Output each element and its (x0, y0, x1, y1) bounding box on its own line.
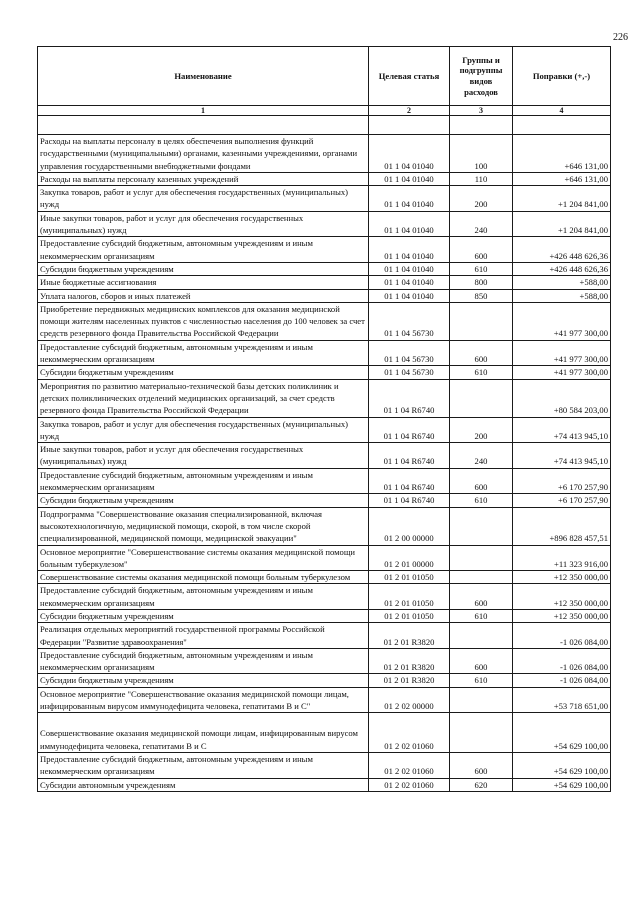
row-expense-group (450, 623, 513, 649)
table-row (38, 752, 611, 778)
row-amount: -1 026 084,00 (513, 674, 611, 687)
row-name: Реализация отдельных мероприятий государственной программы Российской Федерации "Развитие здравоохранения" (38, 623, 369, 649)
table-row (38, 366, 611, 379)
table-row (38, 237, 611, 263)
column-number: 2 (369, 106, 450, 116)
row-expense-group (450, 545, 513, 571)
row-target-code: 01 1 04 56730 (369, 340, 450, 366)
row-expense-group: 610 (450, 674, 513, 687)
row-target-code: 01 2 01 01050 (369, 609, 450, 622)
column-number: 1 (38, 106, 369, 116)
table-row (38, 135, 611, 173)
row-amount: +646 131,00 (513, 172, 611, 185)
row-amount: +1 204 841,00 (513, 211, 611, 237)
row-expense-group (450, 713, 513, 753)
row-target-code: 01 2 02 01060 (369, 778, 450, 791)
table-row (38, 172, 611, 185)
row-amount: +426 448 626,36 (513, 262, 611, 275)
row-amount: +588,00 (513, 289, 611, 302)
row-name: Иные закупки товаров, работ и услуг для обеспечения государственных (муниципальных) нужд (38, 211, 369, 237)
row-expense-group: 620 (450, 778, 513, 791)
row-target-code: 01 1 04 01040 (369, 237, 450, 263)
row-expense-group: 100 (450, 135, 513, 173)
row-name: Подпрограмма "Совершенствование оказания специализированной, включая высокотехнологичную, медицинской помощи, скорой, в том числе скорой специализированной, медицинской помощи, медицинской эвакуации" (38, 507, 369, 545)
row-name: Субсидии автономным учреждениям (38, 778, 369, 791)
row-target-code: 01 1 04 01040 (369, 262, 450, 275)
row-target-code: 01 1 04 01040 (369, 172, 450, 185)
row-amount: +74 413 945,10 (513, 443, 611, 469)
row-target-code: 01 2 01 01050 (369, 584, 450, 610)
row-target-code: 01 2 01 01050 (369, 571, 450, 584)
row-target-code: 01 2 01 R3820 (369, 674, 450, 687)
row-name: Закупка товаров, работ и услуг для обеспечения государственных (муниципальных) нужд (38, 186, 369, 212)
table-row (38, 468, 611, 494)
row-target-code: 01 1 04 01040 (369, 289, 450, 302)
row-name: Расходы на выплаты персоналу казенных учреждений (38, 172, 369, 185)
table-row (38, 648, 611, 674)
row-expense-group: 610 (450, 609, 513, 622)
row-name: Уплата налогов, сборов и иных платежей (38, 289, 369, 302)
header-expense-groups: Группы и подгруппы видов расходов (450, 47, 513, 106)
row-expense-group (450, 687, 513, 713)
row-name: Приобретение передвижных медицинских комплексов для оказания медицинской помощи жителям населенных пунктов с численностью населения до 100 человек за счет средств резервного фонда Правительства Российской Федерации (38, 302, 369, 340)
row-name: Основное мероприятие "Совершенствование системы оказания медицинской помощи больным туберкулезом" (38, 545, 369, 571)
row-target-code: 01 2 01 R3820 (369, 623, 450, 649)
budget-amendments-table (37, 46, 611, 792)
row-name: Иные закупки товаров, работ и услуг для обеспечения государственных (муниципальных) нужд (38, 443, 369, 469)
table-row (38, 302, 611, 340)
table-row (38, 584, 611, 610)
table-row (38, 778, 611, 791)
column-number-row (38, 106, 611, 116)
row-name: Предоставление субсидий бюджетным, автономным учреждениям и иным некоммерческим организациям (38, 648, 369, 674)
row-amount: +12 350 000,00 (513, 584, 611, 610)
row-expense-group (450, 302, 513, 340)
column-number: 3 (450, 106, 513, 116)
row-amount: +6 170 257,90 (513, 494, 611, 507)
column-number: 4 (513, 106, 611, 116)
row-name: Основное мероприятие "Совершенствование оказания медицинской помощи лицам, инфицированным вирусом иммунодефицита человека, гепатитами В и С" (38, 687, 369, 713)
table-row (38, 674, 611, 687)
row-expense-group: 200 (450, 186, 513, 212)
row-target-code: 01 1 04 56730 (369, 302, 450, 340)
row-name: Предоставление субсидий бюджетным, автономным учреждениям и иным некоммерческим организациям (38, 237, 369, 263)
row-name: Предоставление субсидий бюджетным, автономным учреждениям и иным некоммерческим организациям (38, 340, 369, 366)
table-row (38, 379, 611, 417)
page-number: 226 (613, 32, 628, 43)
row-name: Закупка товаров, работ и услуг для обеспечения государственных (муниципальных) нужд (38, 417, 369, 443)
table-row (38, 494, 611, 507)
table-row (38, 340, 611, 366)
row-target-code: 01 1 04 R6740 (369, 443, 450, 469)
row-target-code: 01 1 04 56730 (369, 366, 450, 379)
row-amount: +41 977 300,00 (513, 302, 611, 340)
row-name: Субсидии бюджетным учреждениям (38, 674, 369, 687)
row-target-code: 01 1 04 01040 (369, 186, 450, 212)
row-name: Мероприятия по развитию материально-технической базы детских поликлиник и детских поликлинических отделений медицинских организаций, за счет средств резервного фонда Правительства Российской Федерации (38, 379, 369, 417)
table-row (38, 443, 611, 469)
row-expense-group: 800 (450, 276, 513, 289)
row-amount: +896 828 457,51 (513, 507, 611, 545)
row-name: Субсидии бюджетным учреждениям (38, 609, 369, 622)
row-expense-group: 600 (450, 584, 513, 610)
row-expense-group: 600 (450, 340, 513, 366)
row-expense-group: 200 (450, 417, 513, 443)
row-name: Субсидии бюджетным учреждениям (38, 494, 369, 507)
table-row (38, 186, 611, 212)
row-expense-group: 850 (450, 289, 513, 302)
row-target-code: 01 2 01 00000 (369, 545, 450, 571)
row-amount: +74 413 945,10 (513, 417, 611, 443)
table-row (38, 289, 611, 302)
row-target-code: 01 2 00 00000 (369, 507, 450, 545)
row-target-code: 01 1 04 R6740 (369, 494, 450, 507)
table-body (38, 116, 611, 792)
row-amount: +41 977 300,00 (513, 366, 611, 379)
row-target-code: 01 1 04 R6740 (369, 417, 450, 443)
table-row (38, 507, 611, 545)
row-name: Субсидии бюджетным учреждениям (38, 366, 369, 379)
row-name: Совершенствование оказания медицинской помощи лицам, инфицированным вирусом иммунодефицита человека, гепатитами В и С (38, 713, 369, 753)
row-amount: +588,00 (513, 276, 611, 289)
row-amount: +6 170 257,90 (513, 468, 611, 494)
row-target-code: 01 1 04 R6740 (369, 379, 450, 417)
row-target-code: 01 1 04 R6740 (369, 468, 450, 494)
row-name: Совершенствование системы оказания медицинской помощи больным туберкулезом (38, 571, 369, 584)
row-amount: +11 323 916,00 (513, 545, 611, 571)
row-target-code: 01 1 04 01040 (369, 276, 450, 289)
row-target-code: 01 2 02 01060 (369, 713, 450, 753)
row-name: Расходы на выплаты персоналу в целях обеспечения выполнения функций государственными (муниципальными) органами, казенными учреждениями, органами управления государственными внебюджетными фондами (38, 135, 369, 173)
row-amount: +54 629 100,00 (513, 778, 611, 791)
row-expense-group: 110 (450, 172, 513, 185)
row-target-code: 01 2 01 R3820 (369, 648, 450, 674)
row-expense-group (450, 571, 513, 584)
row-expense-group: 600 (450, 752, 513, 778)
header-name: Наименование (38, 47, 369, 106)
row-name: Субсидии бюджетным учреждениям (38, 262, 369, 275)
row-amount: +53 718 651,00 (513, 687, 611, 713)
row-expense-group: 610 (450, 366, 513, 379)
table-row (38, 276, 611, 289)
row-target-code: 01 2 02 01060 (369, 752, 450, 778)
row-amount: +12 350 000,00 (513, 609, 611, 622)
row-expense-group (450, 507, 513, 545)
table-row (38, 609, 611, 622)
table-row (38, 623, 611, 649)
table-row (38, 417, 611, 443)
row-expense-group (450, 379, 513, 417)
row-amount: -1 026 084,00 (513, 623, 611, 649)
table-row (38, 545, 611, 571)
row-expense-group: 240 (450, 443, 513, 469)
row-name: Предоставление субсидий бюджетным, автономным учреждениям и иным некоммерческим организациям (38, 752, 369, 778)
table-row (38, 713, 611, 753)
row-amount: +1 204 841,00 (513, 186, 611, 212)
header-amendments: Поправки (+,-) (513, 47, 611, 106)
row-amount: +80 584 203,00 (513, 379, 611, 417)
row-name: Предоставление субсидий бюджетным, автономным учреждениям и иным некоммерческим организациям (38, 468, 369, 494)
row-amount: -1 026 084,00 (513, 648, 611, 674)
spacer-row (38, 116, 611, 135)
table-row (38, 687, 611, 713)
table-row (38, 571, 611, 584)
table-row (38, 211, 611, 237)
row-amount: +646 131,00 (513, 135, 611, 173)
table-header-row (38, 47, 611, 106)
row-target-code: 01 1 04 01040 (369, 135, 450, 173)
row-expense-group: 600 (450, 237, 513, 263)
row-amount: +426 448 626,36 (513, 237, 611, 263)
row-expense-group: 610 (450, 494, 513, 507)
row-amount: +54 629 100,00 (513, 713, 611, 753)
row-name: Предоставление субсидий бюджетным, автономным учреждениям и иным некоммерческим организациям (38, 584, 369, 610)
row-amount: +12 350 000,00 (513, 571, 611, 584)
header-target-article: Целевая статья (369, 47, 450, 106)
row-name: Иные бюджетные ассигнования (38, 276, 369, 289)
row-expense-group: 600 (450, 648, 513, 674)
row-expense-group: 240 (450, 211, 513, 237)
row-target-code: 01 2 02 00000 (369, 687, 450, 713)
row-amount: +41 977 300,00 (513, 340, 611, 366)
table-row (38, 262, 611, 275)
row-expense-group: 600 (450, 468, 513, 494)
row-expense-group: 610 (450, 262, 513, 275)
row-target-code: 01 1 04 01040 (369, 211, 450, 237)
row-amount: +54 629 100,00 (513, 752, 611, 778)
